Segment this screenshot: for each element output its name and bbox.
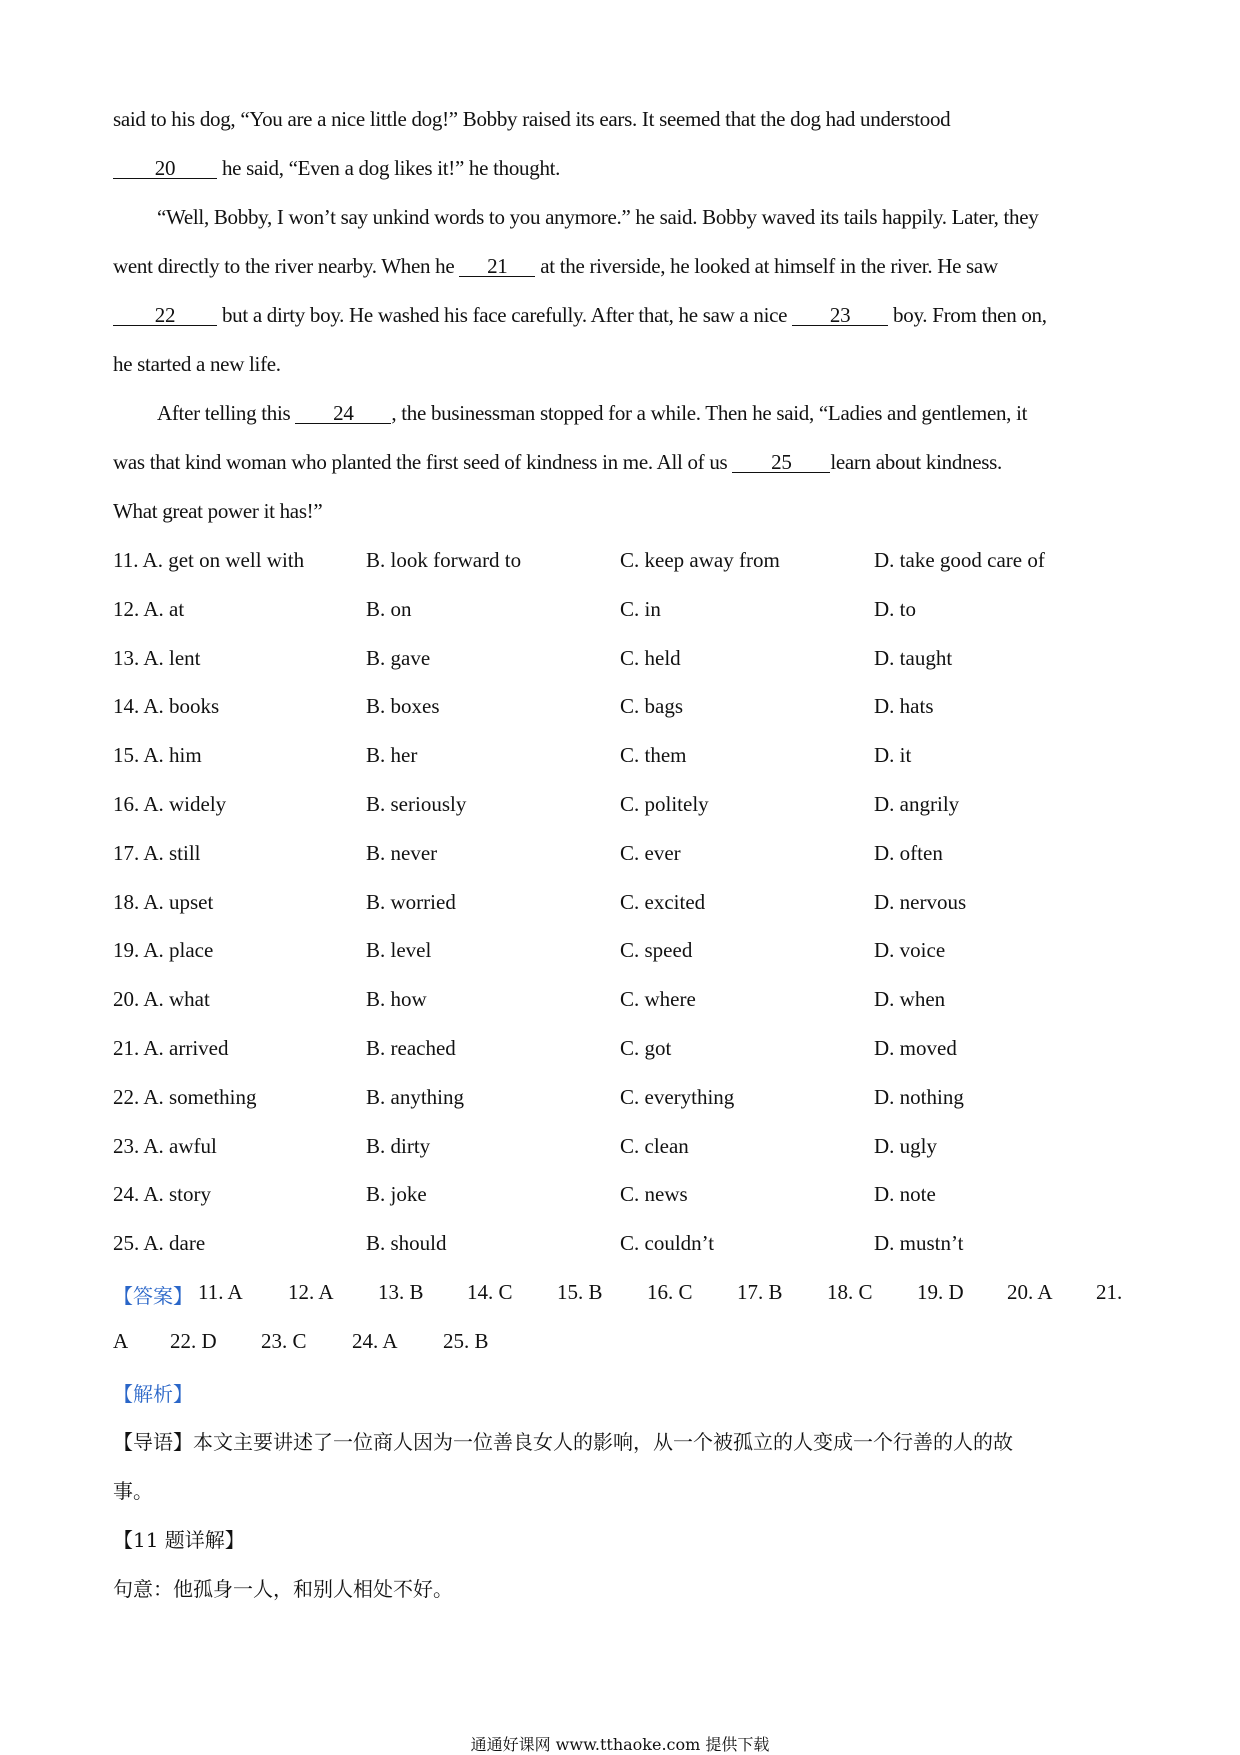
- passage-line-8: [113, 450, 1002, 475]
- option-item: D. ugly: [874, 1133, 937, 1158]
- option-item: 21. A. arrived: [113, 1036, 229, 1060]
- answer-item: 13. B: [378, 1280, 424, 1304]
- option-item: D. taught: [874, 645, 953, 670]
- passage-line-3: “Well, Bobby, I won’t say unkind words to you anymore.” he said. Bobby waved its tails happily. Later, they: [157, 205, 1039, 229]
- blank-23: 23: [792, 305, 888, 326]
- option-item: C. where: [620, 987, 696, 1012]
- answer-item: 20. A: [1007, 1280, 1053, 1304]
- option-item: C. keep away from: [620, 548, 780, 572]
- option-item: B. reached: [366, 1036, 456, 1060]
- option-item: D. when: [874, 987, 946, 1012]
- option-item: B. on: [366, 596, 412, 621]
- option-item: D. angrily: [874, 792, 960, 816]
- option-item: D. to: [874, 596, 916, 621]
- option-item: C. bags: [620, 694, 683, 719]
- answer-label: 【答案】: [113, 1284, 193, 1308]
- answer-item: 24. A: [352, 1329, 398, 1353]
- option-item: D. voice: [874, 938, 946, 963]
- option-item: B. joke: [366, 1182, 427, 1207]
- option-item: B. seriously: [366, 792, 467, 816]
- option-item: C. news: [620, 1182, 688, 1207]
- option-item: 13. A. lent: [113, 645, 201, 670]
- option-item: 24. A. story: [113, 1182, 212, 1207]
- blank-25: 25: [732, 452, 830, 473]
- page-footer: 通通好课网 www.tthaoke.com 提供下载: [470, 1735, 770, 1754]
- option-item: 11. A. get on well with: [113, 548, 305, 572]
- option-item: 20. A. what: [113, 987, 210, 1012]
- answer-item: 23. C: [261, 1329, 307, 1353]
- passage-line-2-text: he said, “Even a dog likes it!” he thought.: [217, 156, 561, 180]
- option-item: 18. A. upset: [113, 889, 214, 914]
- option-item: 12. A. at: [113, 596, 185, 621]
- option-item: D. nothing: [874, 1084, 964, 1109]
- passage-line-4b: at the riverside, he looked at himself in the river. He saw: [535, 254, 998, 278]
- option-item: C. politely: [620, 792, 709, 816]
- option-item: C. speed: [620, 938, 693, 963]
- option-item: B. worried: [366, 889, 456, 914]
- answer-item: 15. B: [557, 1280, 603, 1304]
- option-item: D. hats: [874, 694, 934, 719]
- option-item: B. anything: [366, 1084, 464, 1109]
- option-item: C. excited: [620, 889, 706, 914]
- answer-item: 14. C: [467, 1280, 513, 1304]
- guide-line-2: 事。: [113, 1479, 153, 1503]
- option-item: C. couldn’t: [620, 1231, 715, 1256]
- analysis-label: 【解析】: [113, 1382, 193, 1406]
- answer-item: 21.: [1096, 1280, 1123, 1304]
- option-item: B. gave: [366, 645, 431, 670]
- passage-line-5: [113, 303, 1047, 328]
- option-item: D. it: [874, 743, 912, 768]
- answer-item: 17. B: [737, 1280, 783, 1304]
- option-item: 23. A. awful: [113, 1133, 217, 1158]
- option-item: D. nervous: [874, 889, 967, 914]
- option-item: D. moved: [874, 1036, 957, 1060]
- passage-line-4a: went directly to the river nearby. When he: [113, 254, 460, 278]
- option-item: C. in: [620, 596, 661, 621]
- option-item: C. held: [620, 645, 681, 670]
- option-item: C. everything: [620, 1084, 735, 1109]
- answer-item: 16. C: [647, 1280, 693, 1304]
- guide-label: 【导语】: [113, 1430, 193, 1454]
- option-item: 19. A. place: [113, 938, 214, 963]
- passage-line-5a: but a dirty boy. He washed his face carefully. After that, he saw a nice: [217, 303, 793, 327]
- option-item: C. got: [620, 1036, 672, 1060]
- answer-item: 11. A: [198, 1280, 243, 1304]
- option-item: 17. A. still: [113, 840, 201, 865]
- answer-item: 19. D: [917, 1280, 964, 1304]
- answer-item: A: [113, 1329, 129, 1353]
- option-item: D. note: [874, 1182, 936, 1207]
- option-item: 22. A. something: [113, 1084, 257, 1109]
- answer-item: 18. C: [827, 1280, 873, 1304]
- option-item: B. never: [366, 840, 438, 865]
- blank-24: 24: [295, 403, 391, 424]
- passage-line-4: [113, 254, 998, 279]
- blank-21: 21: [459, 256, 535, 277]
- passage-line-8a: was that kind woman who planted the first seed of kindness in me. All of us: [113, 450, 733, 474]
- option-item: B. look forward to: [366, 548, 522, 572]
- option-item: B. should: [366, 1231, 447, 1256]
- q11-label: 【11 题详解】: [113, 1528, 245, 1552]
- option-item: B. boxes: [366, 694, 440, 719]
- option-item: C. clean: [620, 1133, 689, 1158]
- option-item: B. how: [366, 987, 427, 1012]
- passage-line-8b: learn about kindness.: [830, 450, 1002, 474]
- option-item: D. take good care of: [874, 548, 1045, 572]
- passage-line-2: [113, 156, 560, 181]
- q11-text: 句意：他孤身一人，和别人相处不好。: [113, 1577, 453, 1601]
- guide-line-1: [113, 1426, 1013, 1455]
- option-item: B. her: [366, 743, 418, 768]
- option-item: C. ever: [620, 840, 681, 865]
- passage-line-7a: After telling this: [157, 401, 296, 425]
- passage-line-6: he started a new life.: [113, 352, 281, 376]
- option-item: 14. A. books: [113, 694, 220, 719]
- option-item: B. dirty: [366, 1133, 431, 1158]
- guide-text: 本文主要讲述了一位商人因为一位善良女人的影响，从一个被孤立的人变成一个行善的人的故: [193, 1430, 1013, 1454]
- option-item: 15. A. him: [113, 743, 202, 768]
- answer-item: 25. B: [443, 1329, 489, 1353]
- blank-22: 22: [113, 305, 217, 326]
- passage-line-1: said to his dog, “You are a nice little dog!” Bobby raised its ears. It seemed that the dog had understood: [113, 107, 951, 131]
- answer-item: 22. D: [170, 1329, 217, 1353]
- option-item: D. mustn’t: [874, 1231, 964, 1256]
- option-item: 16. A. widely: [113, 792, 227, 816]
- passage-line-9: What great power it has!”: [113, 499, 323, 523]
- blank-20: 20: [113, 158, 217, 179]
- passage-line-5b: boy. From then on,: [888, 303, 1047, 327]
- passage-line-7: [157, 401, 1027, 426]
- option-item: B. level: [366, 938, 432, 963]
- option-item: D. often: [874, 840, 943, 865]
- option-item: 25. A. dare: [113, 1231, 206, 1256]
- answer-item: 12. A: [288, 1280, 334, 1304]
- option-item: C. them: [620, 743, 687, 768]
- passage-line-7b: , the businessman stopped for a while. Then he said, “Ladies and gentlemen, it: [391, 401, 1028, 425]
